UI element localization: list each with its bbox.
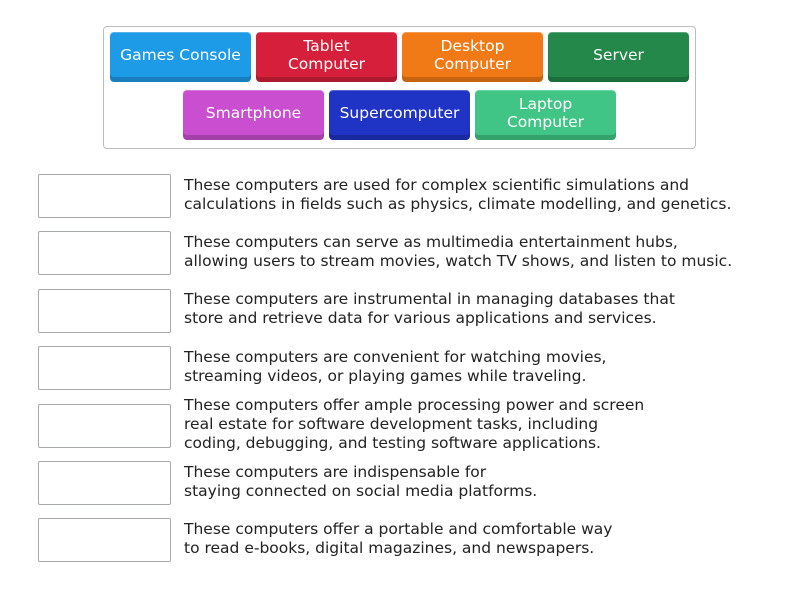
drop-zone[interactable]: [38, 289, 171, 333]
drop-zone[interactable]: [38, 174, 171, 218]
drop-zone[interactable]: [38, 346, 171, 390]
match-row: [38, 174, 758, 224]
match-row: [38, 396, 758, 454]
tile-smartphone[interactable]: Smartphone: [183, 90, 324, 140]
match-row: [38, 461, 758, 511]
clue-text: These computers are indispensable for staying connected on social media platforms.: [184, 463, 538, 500]
match-row: [38, 346, 758, 396]
tile-desktop-computer[interactable]: Desktop Computer: [402, 32, 543, 82]
drop-zone[interactable]: [38, 518, 171, 562]
match-row: [38, 289, 758, 339]
drop-zone[interactable]: [38, 231, 171, 275]
match-row: [38, 231, 758, 281]
clue-text: These computers are instrumental in managing databases that store and retrieve data for various applications and services.: [184, 290, 675, 327]
clue-text: These computers offer a portable and comfortable way to read e-books, digital magazines, and newspapers.: [184, 520, 613, 557]
drop-zone[interactable]: [38, 461, 171, 505]
tile-tablet-computer[interactable]: Tablet Computer: [256, 32, 397, 82]
tile-laptop-computer[interactable]: Laptop Computer: [475, 90, 616, 140]
tile-games-console[interactable]: Games Console: [110, 32, 251, 82]
clue-text: These computers are convenient for watching movies, streaming videos, or playing games while traveling.: [184, 348, 607, 385]
match-row: [38, 518, 758, 568]
tile-supercomputer[interactable]: Supercomputer: [329, 90, 470, 140]
tile-server[interactable]: Server: [548, 32, 689, 82]
clue-text: These computers offer ample processing power and screen real estate for software development tasks, including coding, debugging, and testing software applications.: [184, 396, 645, 452]
clue-text: These computers can serve as multimedia entertainment hubs, allowing users to stream movies, watch TV shows, and listen to music.: [184, 233, 733, 270]
drop-zone[interactable]: [38, 404, 171, 448]
clue-text: These computers are used for complex scientific simulations and calculations in fields such as physics, climate modelling, and genetics.: [184, 176, 732, 213]
